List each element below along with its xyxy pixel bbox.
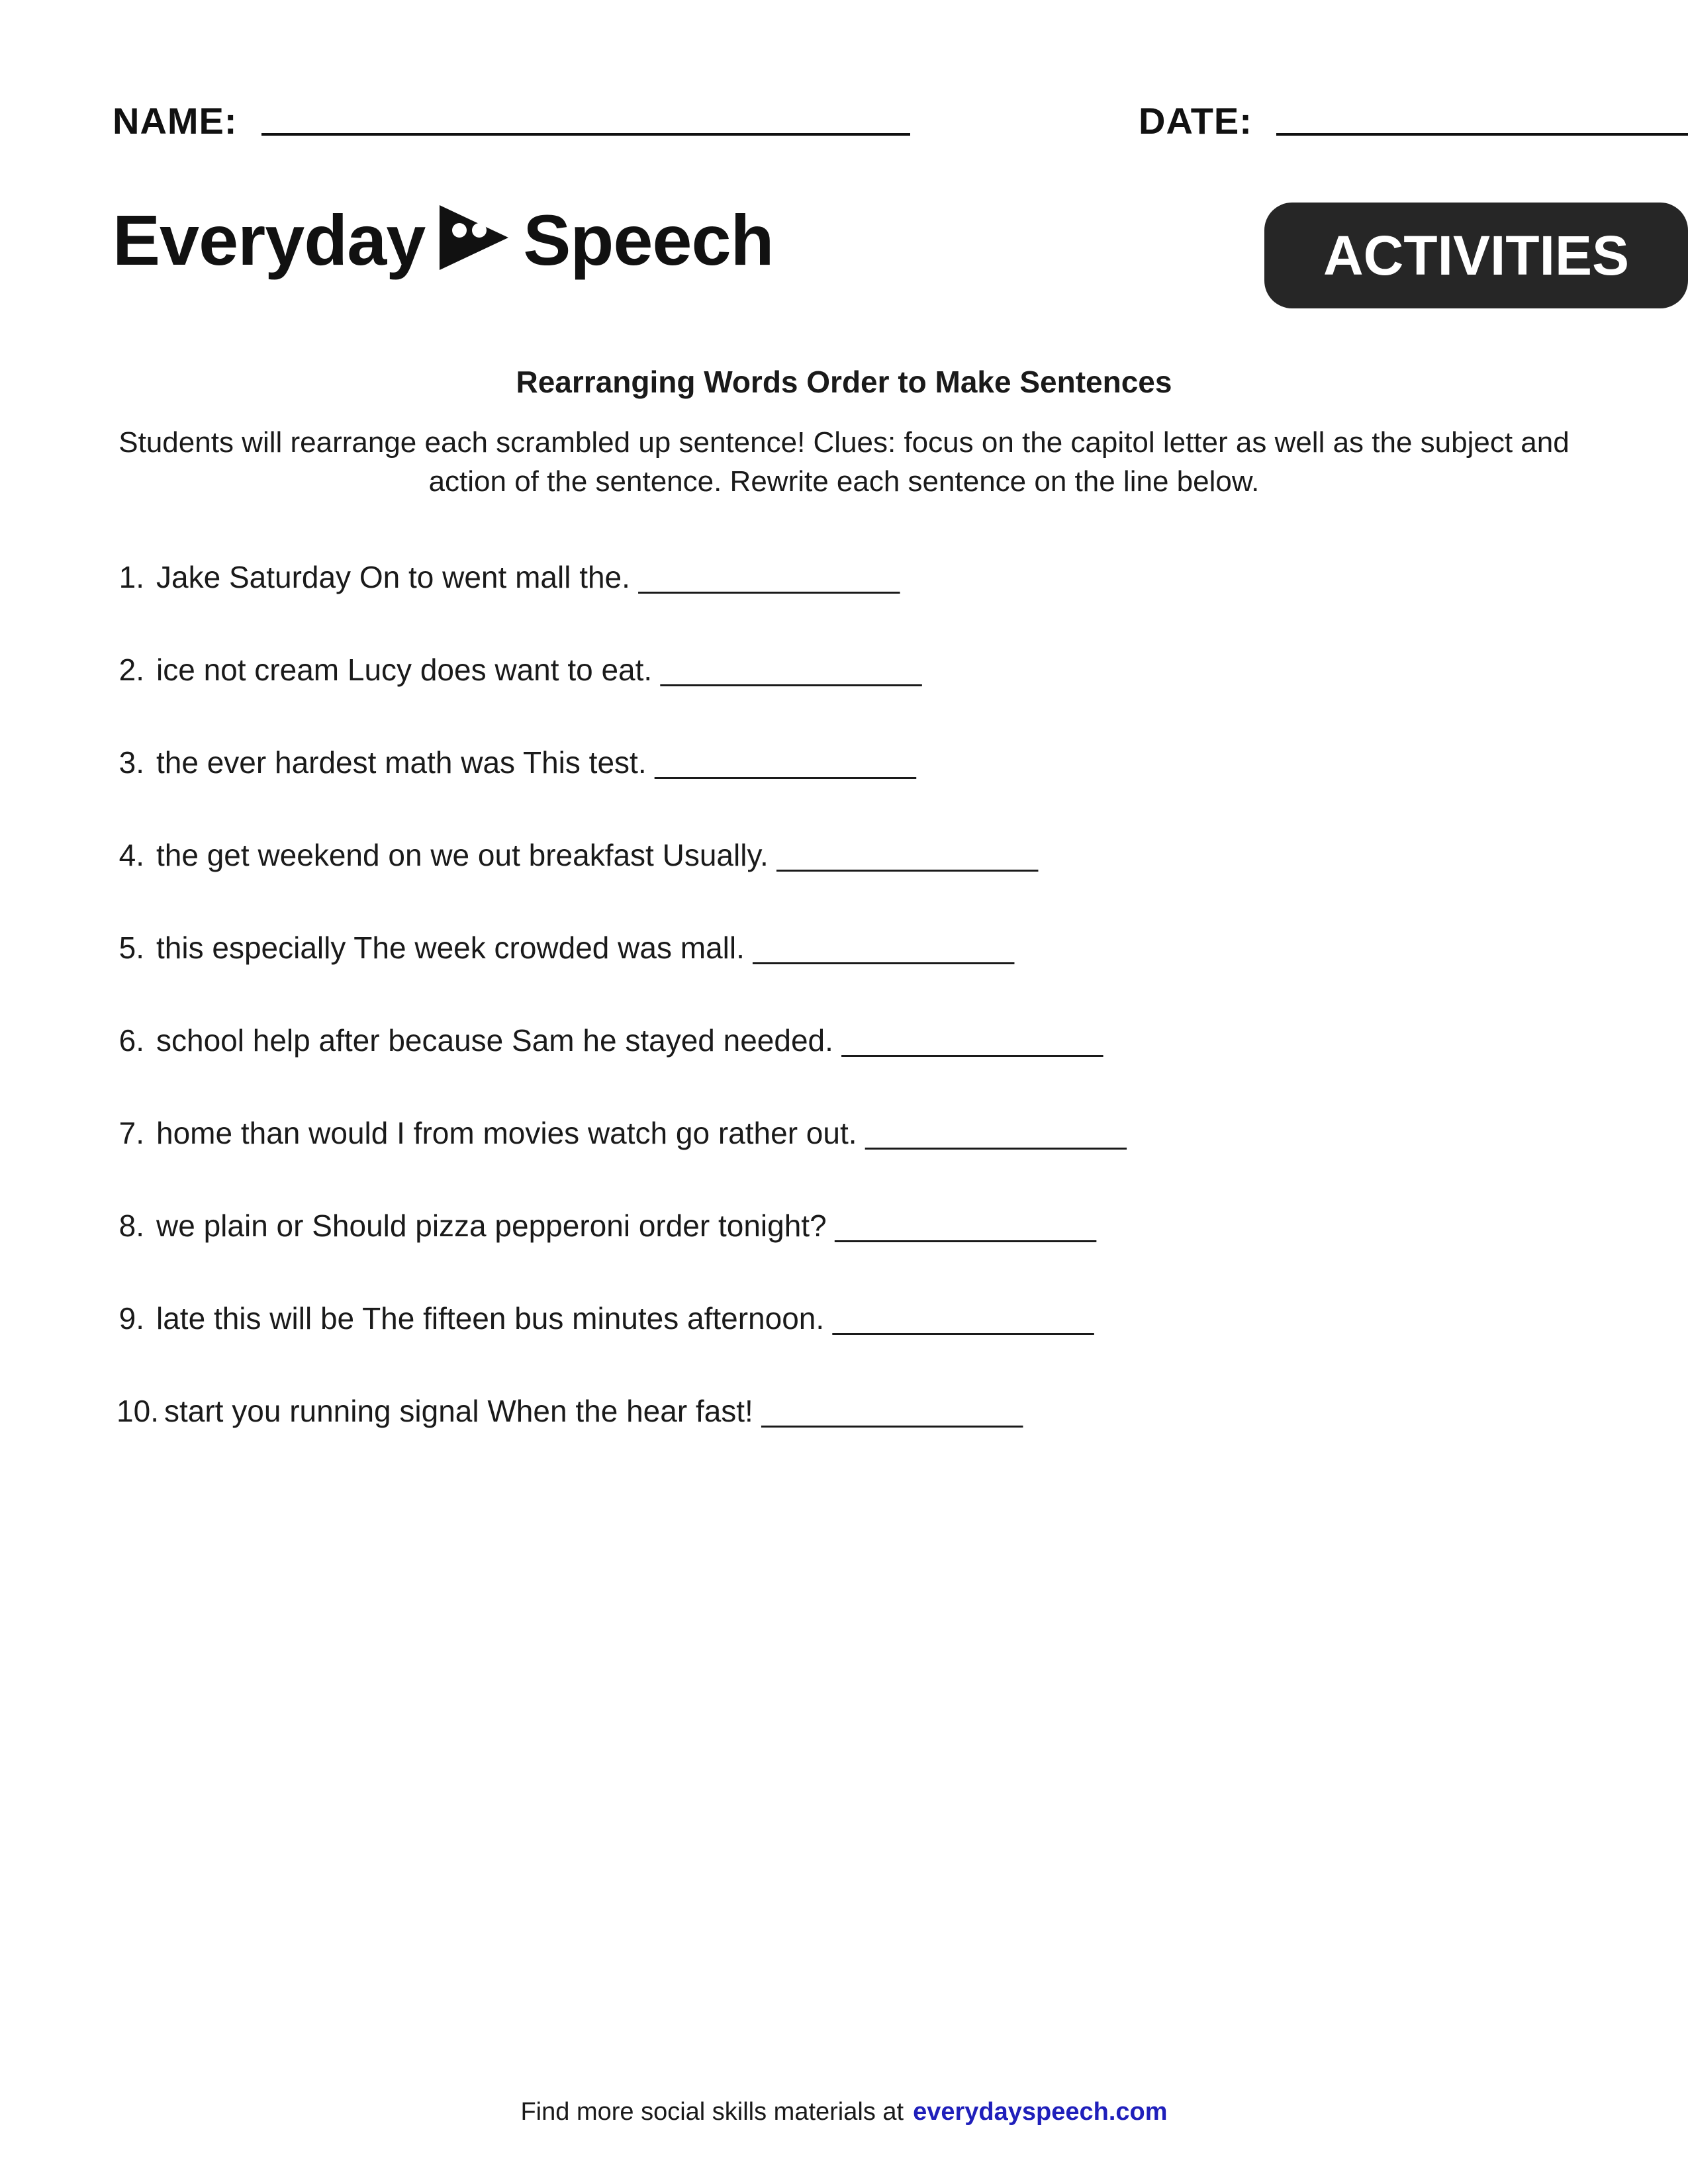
play-triangle-eyes-logo-icon	[434, 201, 514, 291]
question-number: 7.	[118, 1116, 144, 1150]
question-text: Jake Saturday On to went mall the.	[156, 560, 630, 594]
question-list	[86, 559, 1609, 1486]
brand-title	[113, 199, 774, 291]
footer-website-link[interactable]: everydayspeech.com	[913, 2098, 1168, 2126]
page-title: Rearranging Words Order to Make Sentences	[516, 365, 1172, 399]
list-item	[86, 837, 1609, 930]
footer	[0, 2098, 1688, 2126]
student-info-row	[113, 99, 1575, 146]
list-item	[86, 559, 1609, 652]
answer-blank[interactable]: ________________	[841, 1023, 1103, 1058]
question-number: 2.	[118, 653, 144, 687]
answer-blank[interactable]: ________________	[753, 931, 1013, 965]
brand-word-everyday: Everyday	[113, 200, 426, 280]
date-input-line[interactable]	[1276, 107, 1688, 136]
answer-blank[interactable]: ________________	[638, 560, 900, 594]
date-group	[1139, 99, 1688, 142]
list-item	[86, 1393, 1609, 1486]
list-item	[86, 1300, 1609, 1393]
brand-word-speech: Speech	[523, 200, 774, 280]
question-number: 4.	[118, 838, 144, 872]
question-text: this especially The week crowded was mall.	[156, 931, 745, 965]
list-item	[86, 1115, 1609, 1208]
activities-badge: ACTIVITIES	[1264, 203, 1688, 308]
question-number: 8.	[118, 1208, 144, 1243]
question-number: 9.	[118, 1301, 144, 1336]
answer-blank[interactable]: ________________	[865, 1116, 1126, 1150]
date-label: DATE:	[1139, 100, 1252, 142]
name-input-line[interactable]	[261, 107, 910, 136]
question-text: start you running signal When the hear fast!	[164, 1394, 753, 1428]
list-item	[86, 652, 1609, 745]
list-item	[86, 745, 1609, 837]
answer-blank[interactable]: ________________	[655, 745, 915, 780]
question-text: late this will be The fifteen bus minutes afternoon.	[156, 1301, 825, 1336]
question-number: 5.	[118, 931, 144, 965]
question-text: the get weekend on we out breakfast Usually.	[156, 838, 769, 872]
answer-blank[interactable]: ________________	[660, 653, 921, 687]
instructions-text: Students will rearrange each scrambled up sentence! Clues: focus on the capitol letter as well as the subject and action of the sentence. Rewrite each sentence on the line below.	[118, 426, 1570, 498]
question-number: 1.	[118, 560, 144, 594]
answer-blank[interactable]: ________________	[776, 838, 1037, 872]
list-item	[86, 1023, 1609, 1115]
list-item	[86, 930, 1609, 1023]
answer-blank[interactable]: ________________	[832, 1301, 1094, 1336]
question-text: school help after because Sam he stayed needed.	[156, 1023, 833, 1058]
question-text: we plain or Should pizza pepperoni order tonight?	[156, 1208, 827, 1243]
question-number: 10.	[117, 1394, 159, 1428]
question-number: 3.	[118, 745, 144, 780]
footer-text: Find more social skills materials at	[520, 2098, 904, 2126]
question-text: the ever hardest math was This test.	[156, 745, 647, 780]
question-number: 6.	[118, 1023, 144, 1058]
name-label: NAME:	[113, 100, 238, 142]
answer-blank[interactable]: ________________	[835, 1208, 1096, 1243]
brand-row	[113, 192, 1630, 318]
list-item	[86, 1208, 1609, 1300]
name-group	[113, 99, 910, 142]
question-text: ice not cream Lucy does want to eat.	[156, 653, 653, 687]
question-text: home than would I from movies watch go rather out.	[156, 1116, 857, 1150]
answer-blank[interactable]: ________________	[761, 1394, 1022, 1428]
